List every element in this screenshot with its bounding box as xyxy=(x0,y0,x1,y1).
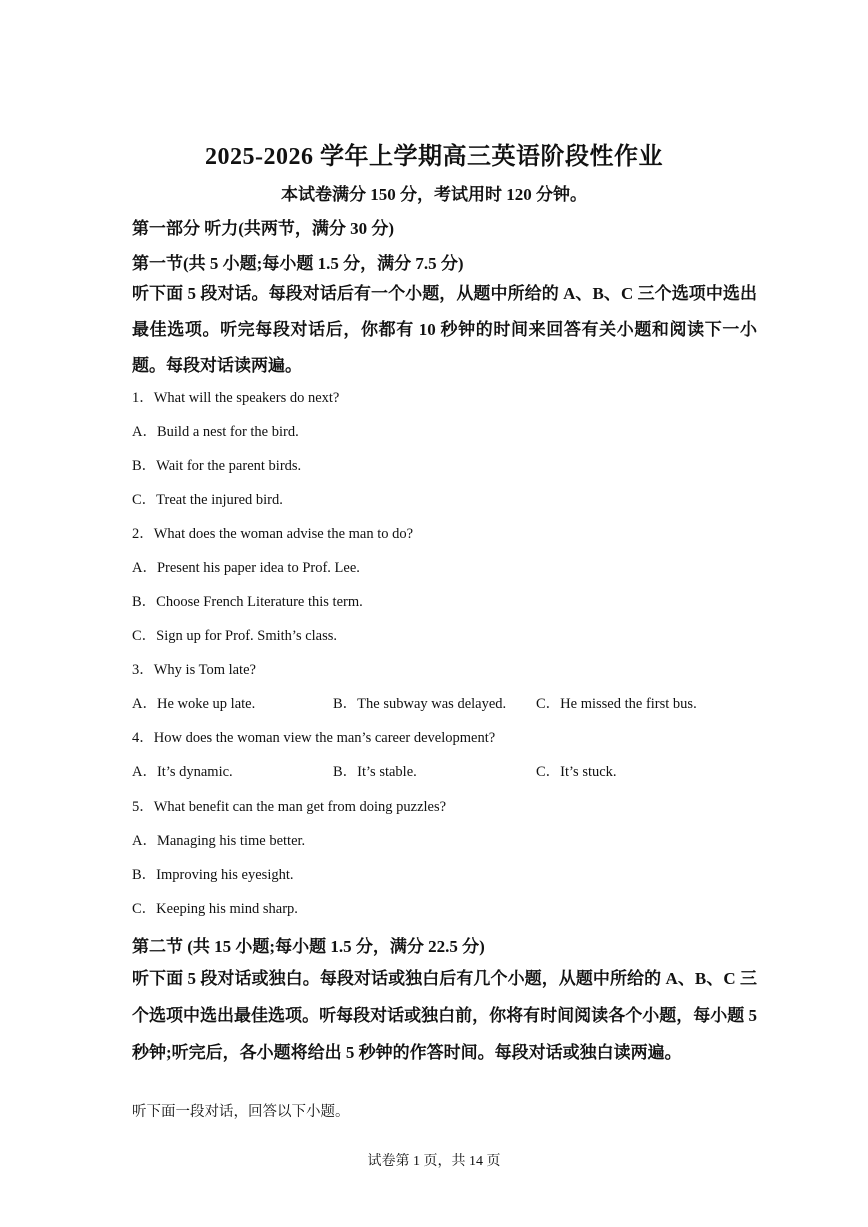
exam-title: 2025-2026 学年上学期高三英语阶段性作业 xyxy=(205,144,663,170)
dialogue-intro: 听下面一段对话，回答以下小题。 xyxy=(132,1104,350,1120)
question-3-option-b: B．The subway was delayed. xyxy=(333,696,507,712)
section1-heading: 第一节(共 5 小题;每小题 1.5 分，满分 7.5 分) xyxy=(132,254,464,273)
part1-heading: 第一部分 听力(共两节，满分 30 分) xyxy=(132,219,395,238)
question-4-option-b: B．It’s stable. xyxy=(333,764,417,780)
question-3-stem: 3．Why is Tom late? xyxy=(132,662,256,678)
question-1-option-b: B．Wait for the parent birds. xyxy=(132,458,302,474)
question-3-options xyxy=(132,692,752,712)
question-1-option-c: C．Treat the injured bird. xyxy=(132,492,283,508)
section1-instructions: 听下面 5 段对话。每段对话后有一个小题，从题中所给的 A、B、C 三个选项中选出最佳选项。听完每段对话后，你都有 10 秒钟的时间来回答有关小题和阅读下一小题。每段对话读两遍。 xyxy=(132,284,757,375)
exam-subtitle: 本试卷满分 150 分，考试用时 120 分钟。 xyxy=(281,185,587,204)
question-1-option-a: A．Build a nest for the bird. xyxy=(132,424,299,440)
page-footer: 试卷第 1 页，共 14 页 xyxy=(367,1154,501,1169)
question-4-option-a: A．It’s dynamic. xyxy=(132,764,233,780)
question-4-option-c: C．It’s stuck. xyxy=(536,764,617,780)
question-4-options xyxy=(132,760,752,780)
question-5-option-c: C．Keeping his mind sharp. xyxy=(132,901,298,917)
question-4-stem: 4．How does the woman view the man’s career development? xyxy=(132,730,496,746)
question-3-option-c: C．He missed the first bus. xyxy=(536,696,697,712)
question-1-stem: 1．What will the speakers do next? xyxy=(132,390,340,406)
section2-instructions: 听下面 5 段对话或独白。每段对话或独白后有几个小题，从题中所给的 A、B、C 三个选项中选出最佳选项。听每段对话或独白前，你将有时间阅读各个小题，每小题 5 秒钟;听完后，各小题将给出 5 秒钟的作答时间。每段对话或独白读两遍。 xyxy=(132,969,757,1062)
question-5-option-b: B．Improving his eyesight. xyxy=(132,867,294,883)
question-2-option-c: C．Sign up for Prof. Smith’s class. xyxy=(132,628,338,644)
question-2-stem: 2．What does the woman advise the man to do? xyxy=(132,526,414,542)
question-2-option-a: A．Present his paper idea to Prof. Lee. xyxy=(132,560,360,576)
question-5-stem: 5．What benefit can the man get from doing puzzles? xyxy=(132,799,447,815)
question-5-option-a: A．Managing his time better. xyxy=(132,833,306,849)
question-3-option-a: A．He woke up late. xyxy=(132,696,256,712)
section2-heading: 第二节 (共 15 小题;每小题 1.5 分，满分 22.5 分) xyxy=(132,937,485,956)
question-2-option-b: B．Choose French Literature this term. xyxy=(132,594,363,610)
